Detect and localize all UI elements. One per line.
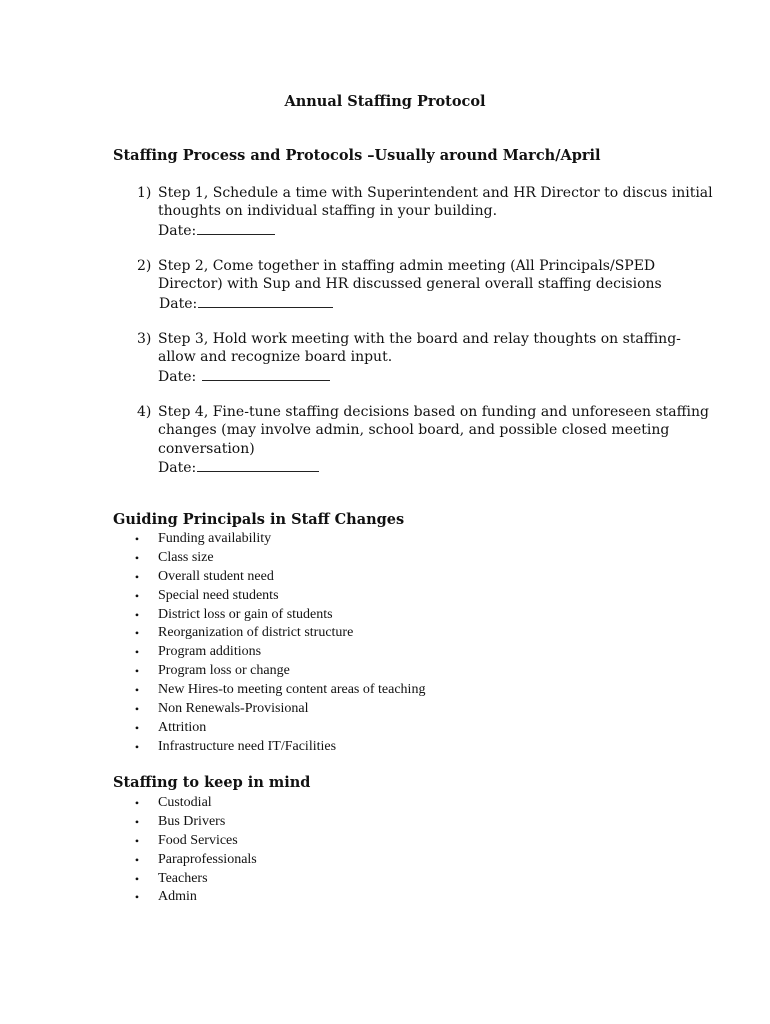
bullet-icon: • bbox=[134, 814, 140, 829]
bullet-icon: • bbox=[134, 796, 140, 810]
bullet-icon: • bbox=[134, 739, 140, 754]
bullet-icon: • bbox=[134, 626, 140, 641]
bullet-icon: • bbox=[134, 683, 140, 698]
section-heading-guiding-principals: Guiding Principals in Staff Changes bbox=[113, 511, 405, 528]
date-blank-line bbox=[197, 221, 275, 235]
step-text-line: conversation) bbox=[158, 440, 255, 457]
bullet-icon: • bbox=[134, 702, 140, 717]
bullet-icon: • bbox=[134, 852, 140, 867]
bullet-icon: • bbox=[134, 871, 140, 886]
date-blank-line bbox=[197, 458, 319, 472]
date-label: Date: bbox=[158, 368, 197, 385]
step-number: 2) bbox=[137, 258, 152, 274]
step-text-line: Director) with Sup and HR discussed general overall staffing decisions bbox=[158, 276, 662, 293]
step-number: 1) bbox=[137, 185, 152, 201]
date-label: Date: bbox=[159, 295, 198, 312]
date-blank-line bbox=[202, 367, 330, 381]
bullet-icon: • bbox=[134, 645, 140, 660]
step-text-line: Step 3, Hold work meeting with the board and relay thoughts on staffing- bbox=[158, 331, 681, 347]
date-blank-line bbox=[198, 294, 333, 308]
date-field bbox=[158, 294, 658, 313]
step-text-line: Step 4, Fine-tune staffing decisions based on funding and unforeseen staffing bbox=[158, 404, 710, 420]
date-field bbox=[158, 458, 658, 477]
step-text-line: allow and recognize board input. bbox=[158, 349, 393, 366]
step-number: 3) bbox=[137, 331, 152, 347]
section-heading-staffing-to-keep-in-mind: Staffing to keep in mind bbox=[113, 774, 311, 791]
date-field bbox=[158, 367, 658, 386]
bullet-icon: • bbox=[134, 550, 140, 565]
step-text-line: Step 2, Come together in staffing admin meeting (All Principals/SPED bbox=[158, 258, 656, 274]
step-text-line: changes (may involve admin, school board, and possible closed meeting bbox=[158, 422, 670, 439]
document-page: Annual Staffing Protocol Staffing Process and Protocols –Usually around March/April 1) Step 1, Schedule a time with Superintendent and HR Director to discus initial thoughts on individual staffing in your building. Date: 2) Step 2, Come together in staffing admin meeting (All Principals/SPED Director) with Sup and HR discussed general overall staffing decisions Date: 3) Step 3, Hold work meeting with the board and relay thoughts on staffing- allow and recognize board input. Date: 4) Step 4, Fine-tune staffing decisions based on funding and unforeseen staffing changes (may involve admin, school board, and possible closed meeting conversation) Date: Guiding Principals in Staff Changes • Funding availability • Class size • Overall student need • Special need students • District loss or gain of students • Reorganization of district structure • Program additions • Program loss or change • New Hires-to meeting content areas of teaching • Non Renewals-Provisional • Attrition • Infrastructure need IT/Facilities Staffing to keep in mind • Custodial • Bus Drivers • Food Services • Paraprofessionals • Teachers • Admin bbox=[0, 0, 770, 1024]
date-label: Date: bbox=[158, 222, 197, 239]
step-text-line: Step 1, Schedule a time with Superintendent and HR Director to discus initial bbox=[158, 185, 713, 201]
section-heading-staffing-process: Staffing Process and Protocols –Usually around March/April bbox=[113, 147, 601, 164]
bullet-icon: • bbox=[134, 588, 140, 603]
date-field bbox=[158, 221, 658, 240]
step-text-line: thoughts on individual staffing in your building. bbox=[158, 203, 498, 220]
step-number: 4) bbox=[137, 404, 152, 420]
bullet-icon: • bbox=[134, 833, 140, 848]
document-title: Annual Staffing Protocol bbox=[284, 93, 486, 110]
bullet-icon: • bbox=[134, 569, 140, 584]
bullet-icon: • bbox=[134, 607, 140, 622]
bullet-icon: • bbox=[134, 664, 140, 679]
bullet-icon: • bbox=[134, 532, 140, 546]
bullet-icon: • bbox=[134, 890, 140, 905]
date-label: Date: bbox=[158, 459, 197, 476]
bullet-icon: • bbox=[134, 720, 140, 735]
